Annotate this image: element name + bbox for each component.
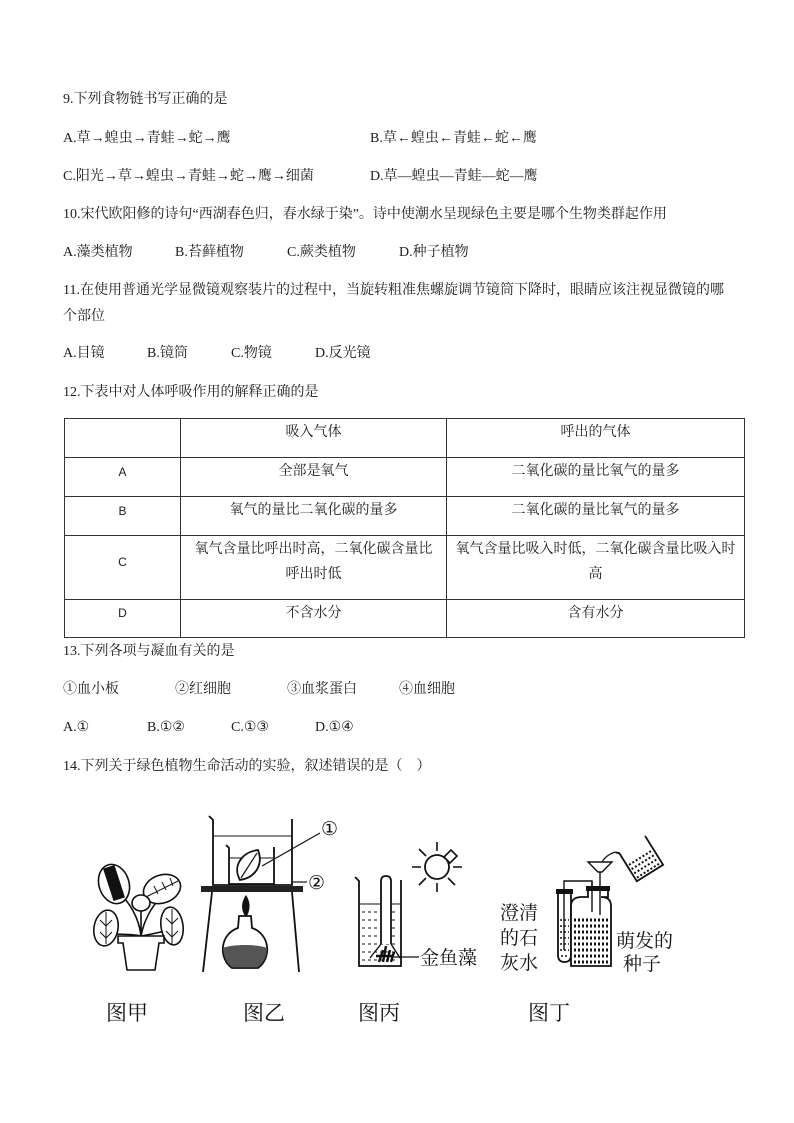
limewater-label-line-3: 灰水: [500, 953, 539, 974]
lamp-fuel: [223, 945, 267, 967]
q11-option-b: B.镜筒: [147, 346, 188, 361]
seeds-label-line-1: 萌发的: [616, 931, 674, 952]
row-label: A: [65, 458, 181, 497]
q14-stem: 14.下列关于绿色植物生命活动的实验，叙述错误的是（ ）: [63, 759, 431, 774]
figure-yi-water-bath: [201, 816, 320, 972]
respiration-table: [64, 418, 745, 638]
q13-item-1: ①血小板: [63, 682, 119, 697]
water-stream: [602, 852, 615, 862]
q11-option-a: A.目镜: [63, 346, 105, 361]
q9-option-a: A.草→蝗虫→青蛙→蛇→鹰: [63, 131, 231, 146]
bottle-stopper: [586, 886, 610, 891]
q13-stem: 13.下列各项与凝血有关的是: [63, 644, 235, 659]
row-exhaled: 含有水分: [447, 600, 745, 638]
experiment-figures: [80, 800, 700, 1040]
caption-jia: 图甲: [106, 1002, 148, 1025]
q13-option-c: C.①③: [231, 720, 269, 735]
q12-stem: 12.下表中对人体呼吸作用的解释正确的是: [63, 385, 319, 400]
q10-option-b: B.苔藓植物: [175, 245, 244, 260]
q11-option-c: C.物镜: [231, 346, 272, 361]
tripod-leg: [203, 892, 212, 972]
q9-stem: 9.下列食物链书写正确的是: [63, 92, 228, 107]
q13-item-2: ②红细胞: [175, 682, 231, 697]
inverted-test-tube: [381, 876, 391, 944]
lamp-flame: [242, 895, 250, 916]
header-exhaled-gas: 呼出的气体: [447, 419, 745, 458]
table-header-row: [65, 419, 745, 458]
q10-option-a: A.藻类植物: [63, 245, 133, 260]
q13-item-4: ④血细胞: [399, 682, 455, 697]
limewater-label-line-1: 澄清: [500, 903, 539, 924]
figure-jia-potted-plant: [91, 860, 185, 970]
seeds-label-line-2: 种子: [623, 954, 662, 975]
row-label: C: [65, 536, 181, 600]
flower-pot: [118, 936, 164, 970]
waterweed-label: 金鱼藻: [420, 948, 478, 969]
table-row: [65, 458, 745, 497]
q11-stem-line-2: 个部位: [63, 309, 105, 324]
wire-gauze: [201, 886, 303, 892]
row-label: B: [65, 497, 181, 536]
waterweed: [376, 946, 394, 962]
callout-2: ②: [308, 872, 326, 894]
row-label: D: [65, 600, 181, 638]
caption-bing: 图丙: [358, 1002, 400, 1025]
q13-option-d: D.①④: [315, 720, 354, 735]
row-exhaled: 氧气含量比吸入时低，二氧化碳含量比吸入时高: [447, 536, 745, 600]
table-row: [65, 600, 745, 638]
q9-option-b: B.草←蝗虫←青蛙←蛇←鹰: [370, 131, 537, 146]
q11-option-d: D.反光镜: [315, 346, 371, 361]
plant-leaf: [132, 895, 150, 911]
callout-1: ①: [321, 818, 339, 840]
table-row: [65, 497, 745, 536]
row-inhaled: 氧气的量比二氧化碳的量多: [181, 497, 447, 536]
caption-ding: 图丁: [528, 1002, 570, 1025]
caption-yi: 图乙: [243, 1002, 285, 1025]
row-inhaled: 氧气含量比呼出时高，二氧化碳含量比呼出时低: [181, 536, 447, 600]
q11-stem-line-1: 11.在使用普通光学显微镜观察装片的过程中，当旋转粗准焦螺旋调节镜筒下降时，眼睛应该注视显微镜的哪: [63, 283, 724, 298]
q10-stem: 10.宋代欧阳修的诗句“西湖春色归，春水绿于染”。诗中使潮水呈现绿色主要是哪个生物类群起作用: [63, 207, 667, 222]
q10-option-c: C.蕨类植物: [287, 245, 356, 260]
row-exhaled: 二氧化碳的量比氧气的量多: [447, 458, 745, 497]
q13-item-3: ③血浆蛋白: [287, 682, 357, 697]
table-corner-cell: [65, 419, 181, 458]
q9-option-d: D.草—蝗虫—青蛙—蛇—鹰: [370, 169, 538, 184]
row-exhaled: 二氧化碳的量比氧气的量多: [447, 497, 745, 536]
row-inhaled: 全部是氧气: [181, 458, 447, 497]
tripod-leg: [292, 892, 299, 972]
q10-option-d: D.种子植物: [399, 245, 469, 260]
q13-option-b: B.①②: [147, 720, 185, 735]
row-inhaled: 不含水分: [181, 600, 447, 638]
table-row: [65, 536, 745, 600]
pouring-beaker: [615, 834, 663, 883]
limewater-label-line-2: 的石: [500, 928, 539, 949]
header-inhaled-gas: 吸入气体: [181, 419, 447, 458]
q9-option-c: C.阳光→草→蝗虫→青蛙→蛇→鹰→细菌: [63, 169, 314, 184]
q13-option-a: A.①: [63, 720, 90, 735]
callout-line-1: [262, 833, 320, 866]
